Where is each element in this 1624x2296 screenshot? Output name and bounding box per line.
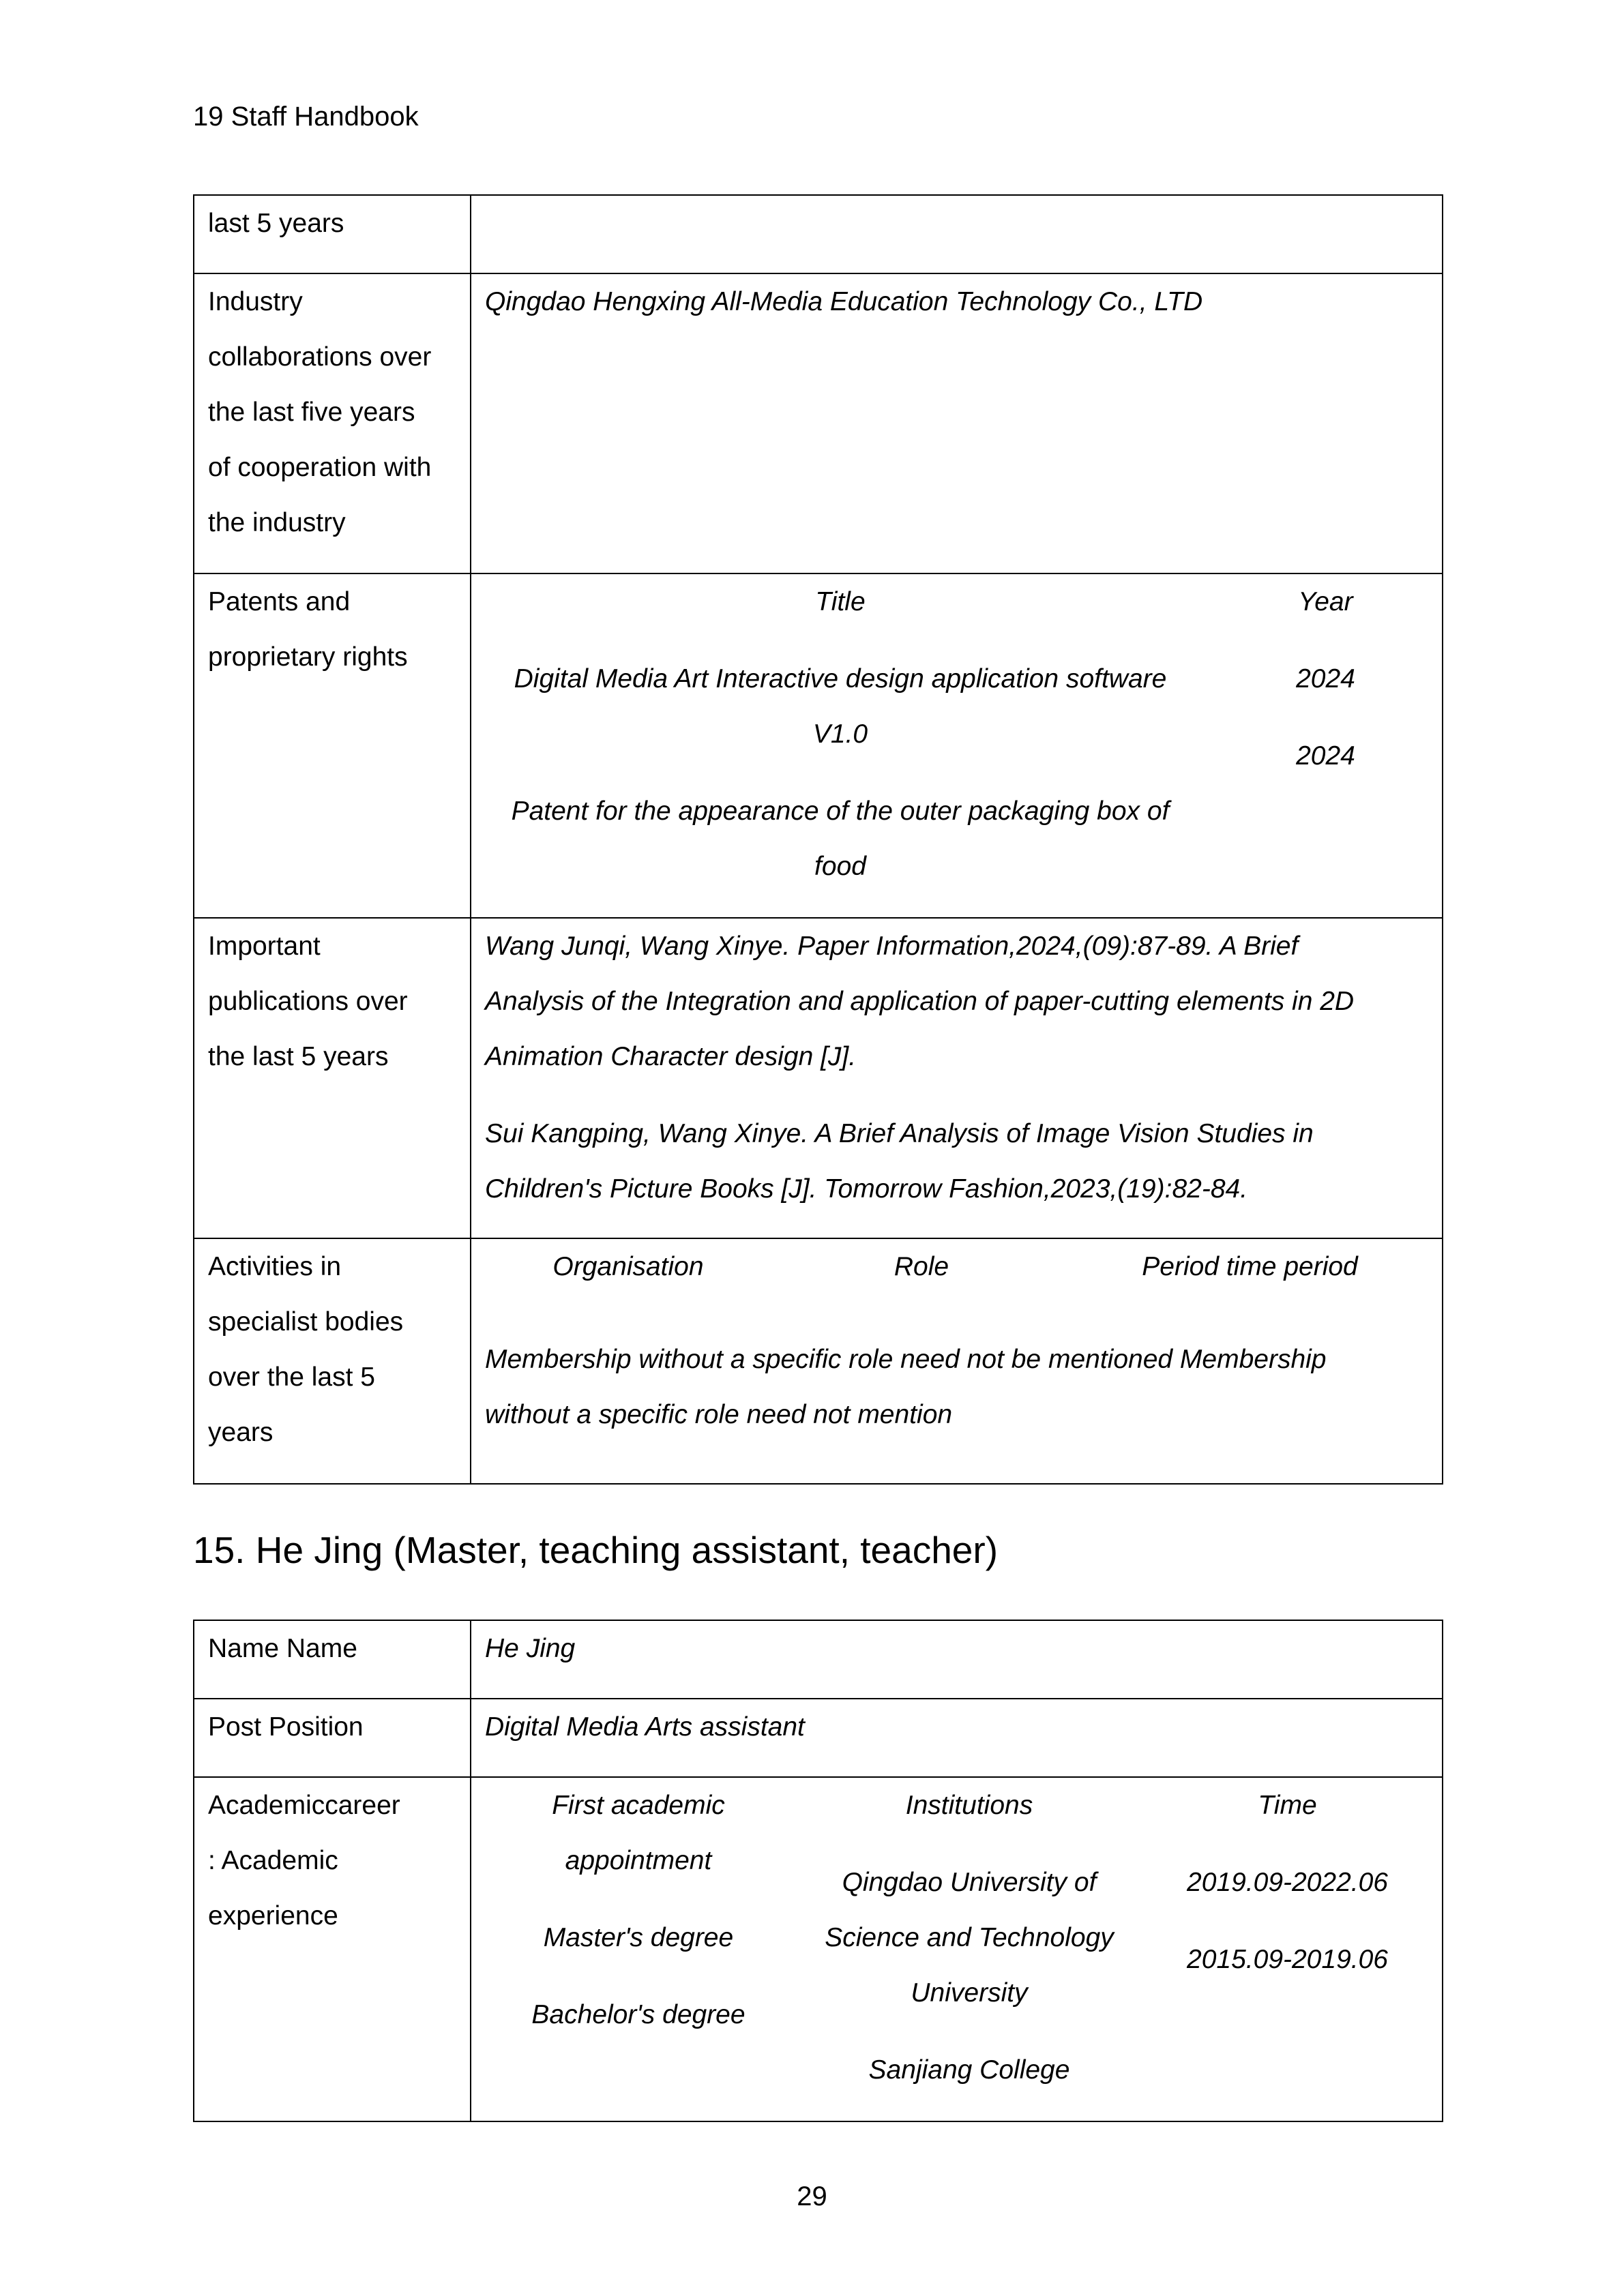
publication-1: Wang Junqi, Wang Xinye. Paper Information,2024,(09):87-89. A Brief Analysis of the Integration and application of paper-cutting elements in 2D Animation Character design [J]. — [485, 931, 1355, 1071]
col-role: Role — [894, 1252, 949, 1281]
post-value: Digital Media Arts assistant — [471, 1699, 1443, 1777]
row-label: Name Name — [194, 1620, 471, 1699]
patent-year-column — [1209, 574, 1442, 894]
row-label: Activities in specialist bodies over the last 5 years — [194, 1238, 471, 1484]
col-title-header: Title — [815, 587, 866, 616]
col-period: Period time period — [1142, 1252, 1358, 1281]
staff-details-table-continued — [193, 194, 1443, 1485]
col-organisation: Organisation — [552, 1252, 704, 1281]
name-value: He Jing — [471, 1620, 1443, 1699]
patent-item-1: Digital Media Art Interactive design application software V1.0 — [514, 664, 1167, 749]
activities-content — [471, 1238, 1443, 1484]
row-label: Post Position — [194, 1699, 471, 1777]
row-label: Important publications over the last 5 years — [194, 918, 471, 1238]
patents-content — [471, 573, 1443, 918]
section-heading: 15. He Jing (Master, teaching assistant, teacher) — [193, 1529, 999, 1571]
table-row-patents — [194, 573, 1443, 918]
table-row-post — [194, 1699, 1443, 1777]
row-label: Academiccareer : Academic experience — [194, 1777, 471, 2121]
activities-header-row — [485, 1239, 1428, 1294]
page-number: 29 — [797, 2181, 827, 2211]
degree-column: First academic appointment Master's degree Bachelor's degree — [531, 1791, 745, 2029]
patent-item-2: Patent for the appearance of the outer packaging box of food — [511, 796, 1170, 881]
running-header: 19 Staff Handbook — [193, 102, 419, 132]
patent-year-1: 2024 — [1296, 664, 1355, 694]
table-row-academic — [194, 1777, 1443, 2121]
membership-note: Membership without a specific role need not be mentioned Membership without a specific role need not mention — [485, 1345, 1327, 1429]
col-year-header: Year — [1298, 587, 1353, 616]
industry-partner: Qingdao Hengxing All-Media Education Technology Co., LTD — [471, 273, 1443, 573]
patent-year-2: 2024 — [1296, 741, 1355, 771]
academic-content — [471, 1777, 1443, 2121]
row-content — [471, 195, 1443, 273]
publications-content — [471, 918, 1443, 1238]
table-row-last-5-years — [194, 195, 1443, 273]
table-row-activities — [194, 1238, 1443, 1484]
institution-column: Institutions Qingdao University of Science and Technology University Sanjiang College — [825, 1791, 1114, 2085]
row-label: Patents and proprietary rights — [194, 573, 471, 918]
patent-title-column — [471, 574, 1209, 894]
row-label: Industry collaborations over the last five years of cooperation with the industry — [194, 273, 471, 573]
table-row-publications — [194, 918, 1443, 1238]
table-row-name — [194, 1620, 1443, 1699]
row-label: last 5 years — [194, 195, 471, 273]
time-column: Time 2019.09-2022.06 2015.09-2019.06 — [1187, 1791, 1388, 1974]
staff-profile-table — [193, 1620, 1443, 2122]
publication-2: Sui Kangping, Wang Xinye. A Brief Analysis of Image Vision Studies in Children's Picture Books [J]. Tomorrow Fashion,2023,(19):82-84. — [485, 1119, 1314, 1204]
table-row-industry-collaborations — [194, 273, 1443, 573]
